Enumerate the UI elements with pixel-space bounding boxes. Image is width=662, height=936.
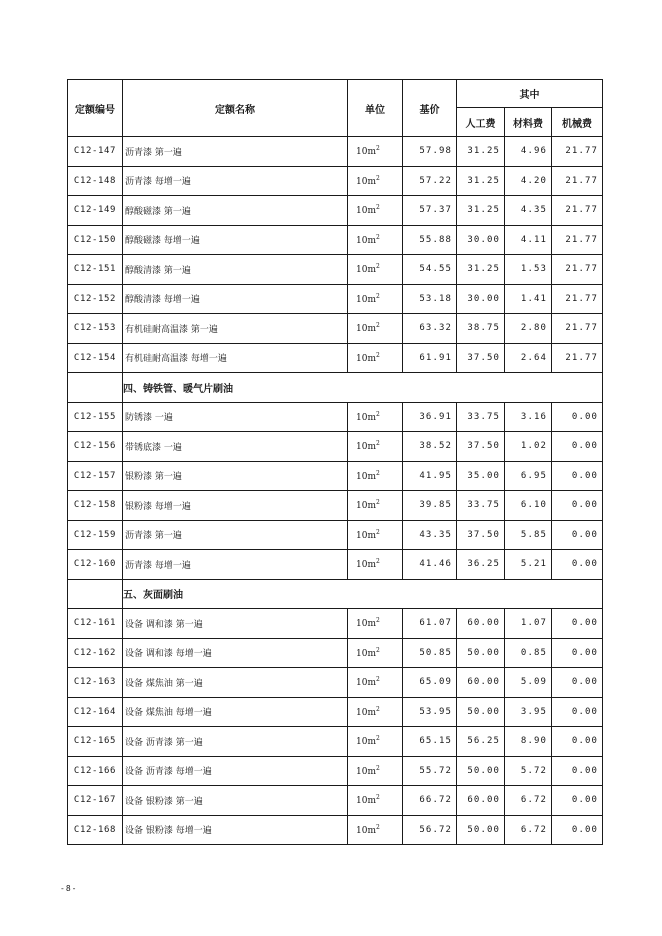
table-row xyxy=(68,815,603,845)
section-title: 五、灰面刷油 xyxy=(123,579,603,609)
machine-cell: 0.00 xyxy=(552,550,603,580)
material-cell: 4.11 xyxy=(505,225,552,255)
unit-text: 10m xyxy=(356,265,376,276)
material-cell: 0.85 xyxy=(505,638,552,668)
base-price-cell: 57.98 xyxy=(403,137,457,167)
unit-text: 10m xyxy=(356,294,376,305)
base-price-cell: 57.22 xyxy=(403,166,457,196)
name-cell: 设备 银粉漆 每增一遍 xyxy=(123,815,348,845)
table-row xyxy=(68,609,603,639)
code-cell: C12-150 xyxy=(68,225,123,255)
code-cell: C12-155 xyxy=(68,402,123,432)
material-cell: 5.09 xyxy=(505,668,552,698)
name-cell: 沥青漆 每增一遍 xyxy=(123,166,348,196)
base-price-cell: 65.15 xyxy=(403,727,457,757)
unit-cell xyxy=(348,756,403,786)
name-cell: 带锈底漆 一遍 xyxy=(123,432,348,462)
name-cell: 银粉漆 第一遍 xyxy=(123,461,348,491)
table-row xyxy=(68,727,603,757)
unit-cell xyxy=(348,314,403,344)
machine-cell: 21.77 xyxy=(552,314,603,344)
name-cell: 防锈漆 一遍 xyxy=(123,402,348,432)
name-cell: 设备 调和漆 每增一遍 xyxy=(123,638,348,668)
table-body xyxy=(68,137,603,845)
material-cell: 4.20 xyxy=(505,166,552,196)
base-price-cell: 41.46 xyxy=(403,550,457,580)
unit-text: 10m xyxy=(356,560,376,571)
table-row xyxy=(68,550,603,580)
code-cell: C12-158 xyxy=(68,491,123,521)
unit-cell xyxy=(348,255,403,285)
code-cell: C12-163 xyxy=(68,668,123,698)
unit-superscript: 2 xyxy=(376,145,380,153)
unit-cell xyxy=(348,697,403,727)
header-material: 材料费 xyxy=(505,108,552,137)
page-number: -8- xyxy=(60,884,78,893)
unit-cell xyxy=(348,550,403,580)
unit-superscript: 2 xyxy=(376,617,380,625)
name-cell: 醇酸清漆 每增一遍 xyxy=(123,284,348,314)
unit-cell xyxy=(348,137,403,167)
name-cell: 银粉漆 每增一遍 xyxy=(123,491,348,521)
table-row xyxy=(68,668,603,698)
material-cell: 5.85 xyxy=(505,520,552,550)
header-of-which: 其中 xyxy=(457,80,603,108)
machine-cell: 21.77 xyxy=(552,343,603,373)
code-cell: C12-154 xyxy=(68,343,123,373)
code-cell: C12-149 xyxy=(68,196,123,226)
labor-cell: 33.75 xyxy=(457,491,505,521)
table-row xyxy=(68,314,603,344)
unit-cell xyxy=(348,786,403,816)
material-cell: 4.35 xyxy=(505,196,552,226)
table-row xyxy=(68,137,603,167)
table-row xyxy=(68,432,603,462)
labor-cell: 50.00 xyxy=(457,638,505,668)
unit-cell xyxy=(348,343,403,373)
machine-cell: 0.00 xyxy=(552,491,603,521)
material-cell: 3.95 xyxy=(505,697,552,727)
unit-cell xyxy=(348,491,403,521)
unit-text: 10m xyxy=(356,235,376,246)
base-price-cell: 55.88 xyxy=(403,225,457,255)
machine-cell: 0.00 xyxy=(552,727,603,757)
machine-cell: 0.00 xyxy=(552,786,603,816)
machine-cell: 21.77 xyxy=(552,284,603,314)
labor-cell: 31.25 xyxy=(457,255,505,285)
unit-text: 10m xyxy=(356,412,376,423)
unit-text: 10m xyxy=(356,619,376,630)
name-cell: 沥青漆 第一遍 xyxy=(123,520,348,550)
code-cell: C12-148 xyxy=(68,166,123,196)
code-cell: C12-166 xyxy=(68,756,123,786)
unit-text: 10m xyxy=(356,442,376,453)
code-cell: C12-152 xyxy=(68,284,123,314)
name-cell: 沥青漆 每增一遍 xyxy=(123,550,348,580)
unit-superscript: 2 xyxy=(376,676,380,684)
machine-cell: 21.77 xyxy=(552,137,603,167)
unit-superscript: 2 xyxy=(376,764,380,772)
labor-cell: 30.00 xyxy=(457,225,505,255)
machine-cell: 0.00 xyxy=(552,609,603,639)
labor-cell: 31.25 xyxy=(457,137,505,167)
table-header xyxy=(68,80,603,137)
name-cell: 设备 银粉漆 第一遍 xyxy=(123,786,348,816)
unit-cell xyxy=(348,638,403,668)
unit-superscript: 2 xyxy=(376,322,380,330)
section-row xyxy=(68,579,603,609)
labor-cell: 35.00 xyxy=(457,461,505,491)
unit-cell xyxy=(348,225,403,255)
material-cell: 6.10 xyxy=(505,491,552,521)
labor-cell: 60.00 xyxy=(457,668,505,698)
table-row xyxy=(68,520,603,550)
name-cell: 设备 煤焦油 第一遍 xyxy=(123,668,348,698)
base-price-cell: 43.35 xyxy=(403,520,457,550)
labor-cell: 31.25 xyxy=(457,196,505,226)
machine-cell: 0.00 xyxy=(552,432,603,462)
machine-cell: 0.00 xyxy=(552,402,603,432)
table-row xyxy=(68,196,603,226)
name-cell: 有机硅耐高温漆 第一遍 xyxy=(123,314,348,344)
unit-text: 10m xyxy=(356,678,376,689)
table-row xyxy=(68,756,603,786)
material-cell: 1.41 xyxy=(505,284,552,314)
unit-text: 10m xyxy=(356,206,376,217)
unit-superscript: 2 xyxy=(376,794,380,802)
unit-superscript: 2 xyxy=(376,823,380,831)
header-base-price: 基价 xyxy=(403,80,457,137)
machine-cell: 21.77 xyxy=(552,166,603,196)
unit-cell xyxy=(348,432,403,462)
unit-cell xyxy=(348,196,403,226)
base-price-cell: 61.07 xyxy=(403,609,457,639)
code-cell: C12-168 xyxy=(68,815,123,845)
header-machine: 机械费 xyxy=(552,108,603,137)
table-row xyxy=(68,697,603,727)
machine-cell: 21.77 xyxy=(552,255,603,285)
base-price-cell: 56.72 xyxy=(403,815,457,845)
code-cell: C12-147 xyxy=(68,137,123,167)
material-cell: 6.72 xyxy=(505,815,552,845)
labor-cell: 33.75 xyxy=(457,402,505,432)
base-price-cell: 66.72 xyxy=(403,786,457,816)
unit-text: 10m xyxy=(356,353,376,364)
table-row xyxy=(68,638,603,668)
unit-cell xyxy=(348,284,403,314)
unit-text: 10m xyxy=(356,501,376,512)
header-unit: 单位 xyxy=(348,80,403,137)
material-cell: 6.95 xyxy=(505,461,552,491)
material-cell: 1.02 xyxy=(505,432,552,462)
unit-superscript: 2 xyxy=(376,292,380,300)
section-code-cell xyxy=(68,579,123,609)
unit-cell xyxy=(348,402,403,432)
unit-text: 10m xyxy=(356,766,376,777)
labor-cell: 60.00 xyxy=(457,786,505,816)
machine-cell: 0.00 xyxy=(552,638,603,668)
labor-cell: 37.50 xyxy=(457,343,505,373)
unit-text: 10m xyxy=(356,796,376,807)
unit-superscript: 2 xyxy=(376,174,380,182)
unit-superscript: 2 xyxy=(376,558,380,566)
unit-superscript: 2 xyxy=(376,410,380,418)
labor-cell: 37.50 xyxy=(457,520,505,550)
unit-cell xyxy=(348,461,403,491)
machine-cell: 0.00 xyxy=(552,668,603,698)
name-cell: 设备 调和漆 第一遍 xyxy=(123,609,348,639)
base-price-cell: 53.18 xyxy=(403,284,457,314)
labor-cell: 37.50 xyxy=(457,432,505,462)
base-price-cell: 55.72 xyxy=(403,756,457,786)
code-cell: C12-164 xyxy=(68,697,123,727)
machine-cell: 0.00 xyxy=(552,461,603,491)
unit-text: 10m xyxy=(356,648,376,659)
machine-cell: 0.00 xyxy=(552,697,603,727)
unit-cell xyxy=(348,166,403,196)
table-row xyxy=(68,166,603,196)
unit-text: 10m xyxy=(356,176,376,187)
material-cell: 2.64 xyxy=(505,343,552,373)
table-row xyxy=(68,491,603,521)
base-price-cell: 63.32 xyxy=(403,314,457,344)
unit-cell xyxy=(348,815,403,845)
table-row xyxy=(68,786,603,816)
table-row xyxy=(68,343,603,373)
machine-cell: 0.00 xyxy=(552,756,603,786)
base-price-cell: 36.91 xyxy=(403,402,457,432)
material-cell: 8.90 xyxy=(505,727,552,757)
quota-table xyxy=(67,79,603,845)
material-cell: 1.53 xyxy=(505,255,552,285)
base-price-cell: 38.52 xyxy=(403,432,457,462)
code-cell: C12-156 xyxy=(68,432,123,462)
labor-cell: 60.00 xyxy=(457,609,505,639)
labor-cell: 36.25 xyxy=(457,550,505,580)
material-cell: 5.72 xyxy=(505,756,552,786)
unit-cell xyxy=(348,668,403,698)
code-cell: C12-159 xyxy=(68,520,123,550)
table-row xyxy=(68,402,603,432)
unit-superscript: 2 xyxy=(376,351,380,359)
code-cell: C12-165 xyxy=(68,727,123,757)
labor-cell: 56.25 xyxy=(457,727,505,757)
name-cell: 醇酸磁漆 每增一遍 xyxy=(123,225,348,255)
header-labor: 人工费 xyxy=(457,108,505,137)
name-cell: 醇酸磁漆 第一遍 xyxy=(123,196,348,226)
labor-cell: 50.00 xyxy=(457,815,505,845)
unit-cell xyxy=(348,727,403,757)
unit-text: 10m xyxy=(356,737,376,748)
unit-superscript: 2 xyxy=(376,735,380,743)
header-name: 定额名称 xyxy=(123,80,348,137)
material-cell: 2.80 xyxy=(505,314,552,344)
unit-superscript: 2 xyxy=(376,528,380,536)
unit-superscript: 2 xyxy=(376,469,380,477)
labor-cell: 30.00 xyxy=(457,284,505,314)
unit-text: 10m xyxy=(356,707,376,718)
code-cell: C12-153 xyxy=(68,314,123,344)
header-code: 定额编号 xyxy=(68,80,123,137)
labor-cell: 50.00 xyxy=(457,697,505,727)
unit-superscript: 2 xyxy=(376,440,380,448)
material-cell: 1.07 xyxy=(505,609,552,639)
labor-cell: 38.75 xyxy=(457,314,505,344)
base-price-cell: 61.91 xyxy=(403,343,457,373)
table-row xyxy=(68,255,603,285)
base-price-cell: 39.85 xyxy=(403,491,457,521)
unit-text: 10m xyxy=(356,147,376,158)
unit-superscript: 2 xyxy=(376,705,380,713)
base-price-cell: 50.85 xyxy=(403,638,457,668)
unit-text: 10m xyxy=(356,530,376,541)
unit-superscript: 2 xyxy=(376,646,380,654)
section-row xyxy=(68,373,603,403)
section-title: 四、铸铁管、暖气片刷油 xyxy=(123,373,603,403)
unit-text: 10m xyxy=(356,825,376,836)
code-cell: C12-157 xyxy=(68,461,123,491)
table-row xyxy=(68,284,603,314)
labor-cell: 50.00 xyxy=(457,756,505,786)
machine-cell: 0.00 xyxy=(552,815,603,845)
code-cell: C12-160 xyxy=(68,550,123,580)
material-cell: 5.21 xyxy=(505,550,552,580)
base-price-cell: 53.95 xyxy=(403,697,457,727)
section-code-cell xyxy=(68,373,123,403)
table-row xyxy=(68,461,603,491)
base-price-cell: 41.95 xyxy=(403,461,457,491)
machine-cell: 0.00 xyxy=(552,520,603,550)
base-price-cell: 54.55 xyxy=(403,255,457,285)
material-cell: 6.72 xyxy=(505,786,552,816)
unit-text: 10m xyxy=(356,471,376,482)
unit-superscript: 2 xyxy=(376,263,380,271)
material-cell: 3.16 xyxy=(505,402,552,432)
labor-cell: 31.25 xyxy=(457,166,505,196)
machine-cell: 21.77 xyxy=(552,196,603,226)
unit-superscript: 2 xyxy=(376,499,380,507)
base-price-cell: 65.09 xyxy=(403,668,457,698)
name-cell: 设备 沥青漆 每增一遍 xyxy=(123,756,348,786)
name-cell: 设备 煤焦油 每增一遍 xyxy=(123,697,348,727)
code-cell: C12-151 xyxy=(68,255,123,285)
unit-cell xyxy=(348,520,403,550)
name-cell: 沥青漆 第一遍 xyxy=(123,137,348,167)
name-cell: 醇酸清漆 第一遍 xyxy=(123,255,348,285)
code-cell: C12-162 xyxy=(68,638,123,668)
name-cell: 设备 沥青漆 第一遍 xyxy=(123,727,348,757)
name-cell: 有机硅耐高温漆 每增一遍 xyxy=(123,343,348,373)
unit-cell xyxy=(348,609,403,639)
code-cell: C12-167 xyxy=(68,786,123,816)
unit-text: 10m xyxy=(356,324,376,335)
unit-superscript: 2 xyxy=(376,233,380,241)
table-row xyxy=(68,225,603,255)
material-cell: 4.96 xyxy=(505,137,552,167)
code-cell: C12-161 xyxy=(68,609,123,639)
unit-superscript: 2 xyxy=(376,204,380,212)
machine-cell: 21.77 xyxy=(552,225,603,255)
base-price-cell: 57.37 xyxy=(403,196,457,226)
